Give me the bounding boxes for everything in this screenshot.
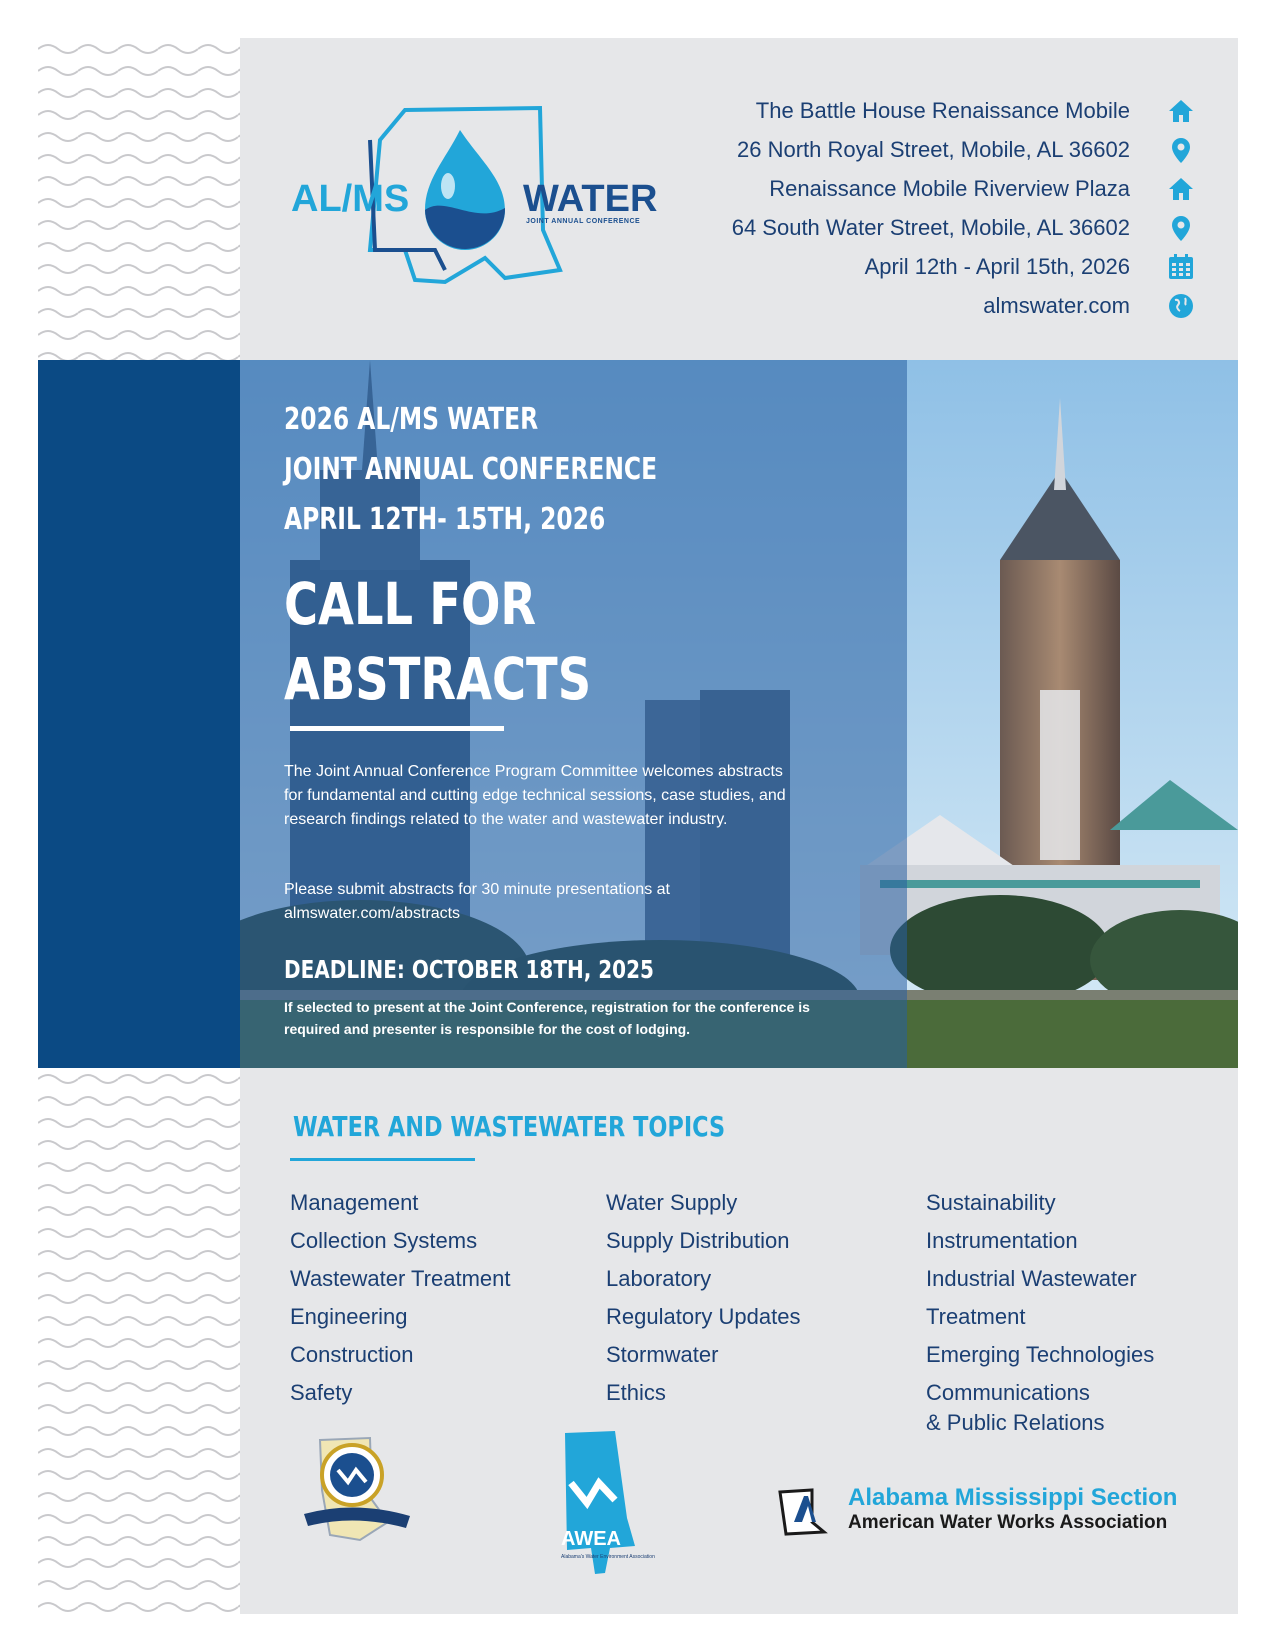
hero-line-3: APRIL 12TH- 15TH, 2026 xyxy=(284,502,606,537)
topic-item: Engineering xyxy=(290,1304,408,1329)
topic-item: Safety xyxy=(290,1380,353,1405)
topic-item: Wastewater Treatment xyxy=(290,1266,511,1291)
hero-title-line-1: CALL FOR xyxy=(284,570,537,638)
topic-item: Construction xyxy=(290,1342,414,1367)
wave-pattern-top xyxy=(38,38,240,360)
topic-item: Instrumentation xyxy=(926,1228,1078,1253)
awea-subtitle: Alabama's Water Environment Association xyxy=(561,1554,655,1560)
awwa-section-logo xyxy=(772,1482,1182,1542)
topic-item: Management xyxy=(290,1190,419,1215)
venue-name-1: The Battle House Renaissance Mobile xyxy=(755,98,1130,123)
venue-address-1: 26 North Royal Street, Mobile, AL 36602 xyxy=(737,137,1130,162)
topic-item: Emerging Technologies xyxy=(926,1342,1155,1367)
awwa-line-1: Alabama Mississippi Section xyxy=(848,1484,1178,1511)
topic-item: Industrial Wastewater xyxy=(926,1266,1137,1291)
topic-item: Stormwater xyxy=(606,1342,719,1367)
topics-column-2 xyxy=(606,1188,800,1416)
conference-dates: April 12th - April 15th, 2026 xyxy=(864,254,1130,279)
wave-pattern-bottom xyxy=(38,1068,240,1614)
deadline-heading: DEADLINE: OCTOBER 18TH, 2025 xyxy=(284,955,654,984)
logo-al-ms-text: AL/MS xyxy=(291,178,410,220)
awea-logo xyxy=(555,1428,685,1578)
calendar-icon xyxy=(1166,252,1196,282)
hero-submit-text: Please submit abstracts for 30 minute presentations at almswater.com/abstracts xyxy=(284,881,670,922)
topic-item: Collection Systems xyxy=(290,1228,478,1253)
wave-pattern-top-graphic xyxy=(38,38,240,360)
topic-item: & Public Relations xyxy=(926,1410,1105,1435)
topics-column-3 xyxy=(926,1188,1154,1438)
topics-column-1 xyxy=(290,1188,510,1416)
topic-item: Sustainability xyxy=(926,1190,1056,1215)
hero-line-1: 2026 AL/MS WATER xyxy=(284,402,539,437)
location-pin-icon xyxy=(1166,213,1196,243)
venue-address-2: 64 South Water Street, Mobile, AL 36602 xyxy=(731,215,1130,240)
location-pin-icon xyxy=(1166,135,1196,165)
topics-divider xyxy=(290,1158,475,1161)
hero-line-2: JOINT ANNUAL CONFERENCE xyxy=(284,452,658,487)
navy-side-strip xyxy=(38,360,240,1068)
topic-item: Ethics xyxy=(606,1380,666,1405)
deadline-note: If selected to present at the Joint Conference, registration for the conference is required and presenter is responsible for the cost of lodging. xyxy=(284,999,810,1037)
hero-intro-text: The Joint Annual Conference Program Committee welcomes abstracts for fundamental and cutting edge technical sessions, case studies, and research findings related to the water and wastewater industry. xyxy=(284,763,786,828)
topic-item: Water Supply xyxy=(606,1190,738,1215)
home-icon xyxy=(1166,174,1196,204)
wea-seal-logo xyxy=(300,1430,415,1550)
wea-seal-graphic xyxy=(300,1430,415,1550)
venue-name-2: Renaissance Mobile Riverview Plaza xyxy=(769,176,1130,201)
website-link[interactable]: almswater.com xyxy=(983,293,1130,318)
topic-item: Treatment xyxy=(926,1304,1026,1329)
home-icon xyxy=(1166,96,1196,126)
awwa-line-2: American Water Works Association xyxy=(848,1512,1168,1533)
topic-item: Laboratory xyxy=(606,1266,712,1291)
logo-subtitle: JOINT ANNUAL CONFERENCE xyxy=(526,218,641,225)
wave-pattern-bottom-graphic xyxy=(38,1068,240,1614)
hero-divider xyxy=(290,726,504,731)
awea-text: AWEA xyxy=(561,1528,621,1550)
topic-item: Supply Distribution xyxy=(606,1228,790,1253)
topics-heading: WATER AND WASTEWATER TOPICS xyxy=(293,1110,726,1143)
topic-item: Regulatory Updates xyxy=(606,1304,801,1329)
topic-item: Communications xyxy=(926,1380,1090,1405)
logo-water-text: WATER xyxy=(523,178,658,220)
conference-logo xyxy=(285,100,670,290)
awwa-emblem-graphic xyxy=(772,1482,838,1538)
globe-icon xyxy=(1166,291,1196,321)
hero-title-line-2: ABSTRACTS xyxy=(284,645,592,713)
